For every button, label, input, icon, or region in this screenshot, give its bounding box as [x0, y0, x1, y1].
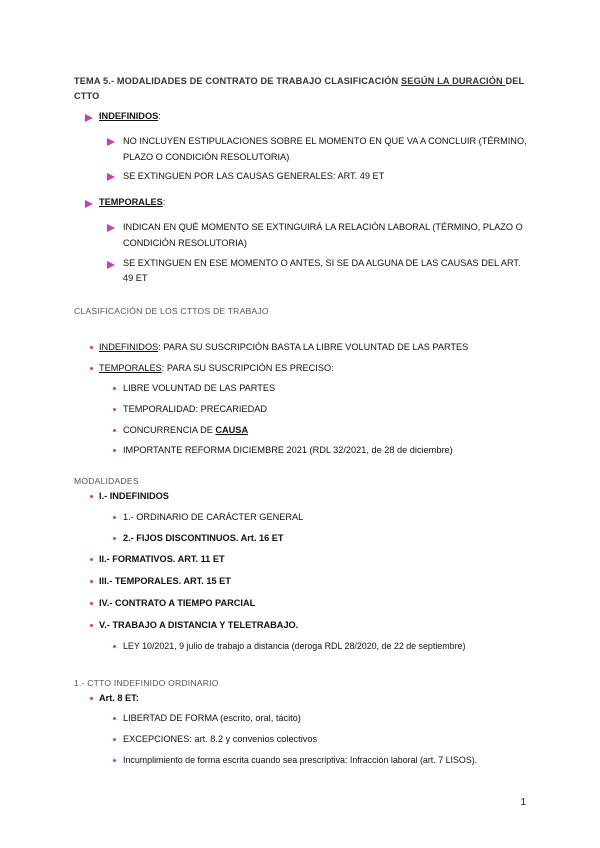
sub-list-item: LIBRE VOLUNTAD DE LAS PARTES [123, 383, 276, 393]
list-item: NO INCLUYEN ESTIPULACIONES SOBRE EL MOMENTO EN QUE VA A CONCLUIR (TÉRMINO, [123, 136, 527, 146]
bullet-dot-icon [113, 408, 116, 411]
title-text: TEMA 5.- MODALIDADES DE CONTRATO DE TRABAJO CLASIFICACIÓN [74, 76, 402, 86]
sub-list-item: TEMPORALIDAD: PRECARIEDAD [123, 404, 267, 414]
bullet-dot-icon [113, 717, 116, 720]
indefinidos-heading: INDEFINIDOS: [99, 111, 161, 121]
bullet-dot-icon [113, 738, 116, 741]
list-item: Art. 8 ET: [99, 693, 139, 703]
list-item: SE EXTINGUEN POR LAS CAUSAS GENERALES: ART. 49 ET [123, 171, 385, 181]
page-number: 1 [520, 797, 526, 808]
list-item: I.- INDEFINIDOS [99, 491, 169, 501]
bullet-dot-icon [90, 558, 93, 561]
bullet-dot-icon [113, 759, 116, 762]
bullet-dot-icon [113, 516, 116, 519]
sub-list-item: LIBERTAD DE FORMA (escrito, oral, tácito) [123, 713, 301, 723]
bullet-dot-icon [90, 346, 93, 349]
bullet-dot-icon [90, 697, 93, 700]
temporales-heading: TEMPORALES: [99, 197, 166, 207]
arrow-bullet-icon [85, 114, 93, 122]
bullet-dot-icon [90, 367, 93, 370]
document-title-line1 [74, 76, 524, 86]
bullet-dot-icon [113, 537, 116, 540]
list-item: TEMPORALES: PARA SU SUSCRIPCIÓN ES PRECISO: [99, 363, 334, 373]
list-item: SE EXTINGUEN EN ESE MOMENTO O ANTES, SI SE DA ALGUNA DE LAS CAUSAS DEL ART. [123, 258, 521, 268]
bullet-dot-icon [113, 387, 116, 390]
section-heading-modalidades: MODALIDADES [74, 476, 139, 486]
list-item-continued: CONDICIÓN RESOLUTORIA) [123, 238, 247, 248]
bullet-dot-icon [113, 645, 116, 648]
bullet-dot-icon [113, 429, 116, 432]
arrow-bullet-icon [107, 173, 115, 181]
arrow-bullet-icon [107, 138, 115, 146]
sub-list-item: 1.- ORDINARIO DE CARÁCTER GENERAL [123, 512, 304, 522]
bullet-dot-icon [90, 602, 93, 605]
sub-list-item: 2.- FIJOS DISCONTINUOS. Art. 16 ET [123, 533, 284, 543]
list-item: INDICAN EN QUÉ MOMENTO SE EXTINGUIRÁ LA RELACIÓN LABORAL (TÉRMINO, PLAZO O [123, 222, 523, 232]
section-heading-ordinario: 1.- CTTO INDEFINIDO ORDINARIO [74, 678, 219, 688]
sub-list-item: LEY 10/2021, 9 julio de trabajo a distancia (deroga RDL 28/2020, de 22 de septiembre) [123, 641, 466, 651]
document-title-line2: CTTO [74, 91, 100, 101]
sub-list-item: Incumplimiento de forma escrita cuando sea prescriptiva: Infracción laboral (art. 7 LISOS). [123, 755, 478, 765]
arrow-bullet-icon [107, 224, 115, 232]
list-item: III.- TEMPORALES. ART. 15 ET [99, 576, 231, 586]
sub-list-item: EXCEPCIONES: art. 8.2 y convenios colectivos [123, 734, 318, 744]
arrow-bullet-icon [85, 200, 93, 208]
title-underlined-text: SEGÚN LA DURACIÓN [401, 76, 506, 86]
bullet-dot-icon [90, 495, 93, 498]
list-item-continued: 49 ET [123, 273, 148, 283]
bullet-dot-icon [90, 624, 93, 627]
list-item: V.- TRABAJO A DISTANCIA Y TELETRABAJO. [99, 620, 299, 630]
title-text-end: DEL [505, 76, 525, 86]
list-item: II.- FORMATIVOS. ART. 11 ET [99, 554, 225, 564]
list-item: INDEFINIDOS: PARA SU SUSCRIPCIÓN BASTA LA LIBRE VOLUNTAD DE LAS PARTES [99, 342, 469, 352]
arrow-bullet-icon [107, 261, 115, 269]
sub-list-item: IMPORTANTE REFORMA DICIEMBRE 2021 (RDL 32/2021, de 28 de diciembre) [123, 445, 453, 455]
bullet-dot-icon [113, 449, 116, 452]
list-item-continued: PLAZO O CONDICIÓN RESOLUTORIA) [123, 152, 290, 162]
bullet-dot-icon [90, 580, 93, 583]
section-heading-clasificacion: CLASIFICACIÓN DE LOS CTTOS DE TRABAJO [74, 306, 269, 316]
sub-list-item: CONCURRENCIA DE CAUSA [123, 425, 249, 435]
list-item: IV.- CONTRATO A TIEMPO PARCIAL [99, 598, 256, 608]
